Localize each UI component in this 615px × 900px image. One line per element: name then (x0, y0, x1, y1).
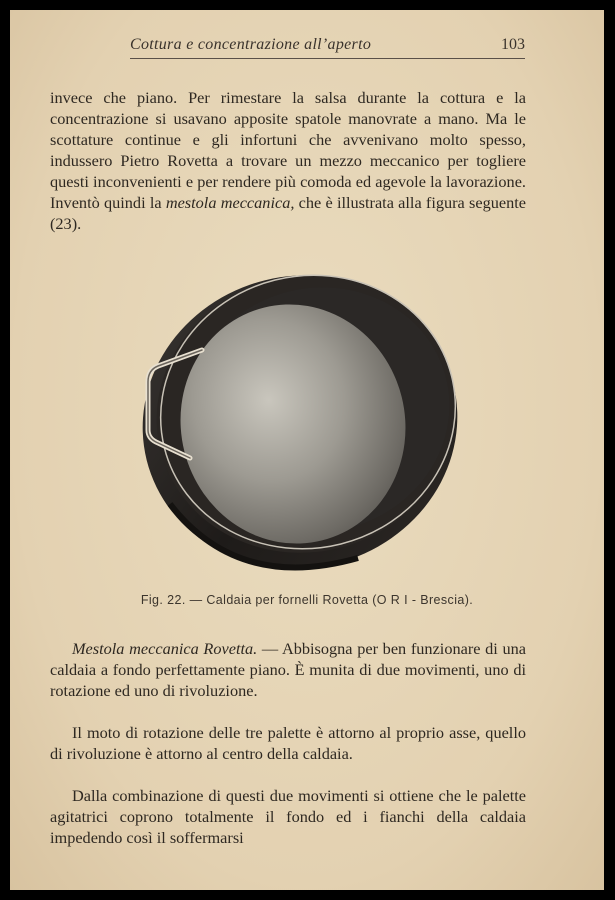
paragraph-mestola-text: — Abbisogna per ben funzionare di una caldaia a fondo perfettamente piano. È munita di due movimenti, uno di rotazione ed uno di rivoluzione. (50, 639, 527, 700)
page-number: 103 (501, 36, 525, 53)
paragraph-combination: Dalla combinazione di questi due movimenti si ottiene che le palette agitatrici coprono totalmente il fondo ed i fianchi della caldaia impedendo così il soffermarsi (50, 786, 526, 847)
figure-caption: Fig. 22. — Caldaia per fornelli Rovetta (O R I - Brescia). (140, 593, 474, 607)
book-page (10, 10, 604, 890)
paragraph-intro-italic: mestola meccanica, (165, 193, 295, 212)
paragraph-intro-text-b: che è illustrata alla figura seguente (23). (50, 193, 526, 233)
paragraph-mestola (50, 638, 526, 701)
figure-cauldron-image (128, 272, 458, 592)
cauldron-illustration (128, 272, 458, 592)
paragraph-intro-text-a: invece che piano. Per rimestare la salsa durante la cottura e la concentrazione si usavano apposite spatole manovrate a mano. Ma le scottature continue e gli infortuni che avvenivano molto spesso, indussero Pietro Rovetta a trovare un mezzo meccanico per togliere questi inconvenienti e per rendere più comoda ed agevole la lavorazione. Inventò quindi la (50, 88, 526, 212)
paragraph-intro (50, 87, 526, 234)
paragraph-mestola-italic: Mestola meccanica Rovetta. (72, 639, 258, 658)
running-title: Cottura e concentrazione all’aperto (130, 36, 372, 53)
paragraph-rotation: Il moto di rotazione delle tre palette è attorno al proprio asse, quello di rivoluzione è attorno al centro della caldaia. (50, 723, 526, 763)
running-header (130, 32, 525, 59)
